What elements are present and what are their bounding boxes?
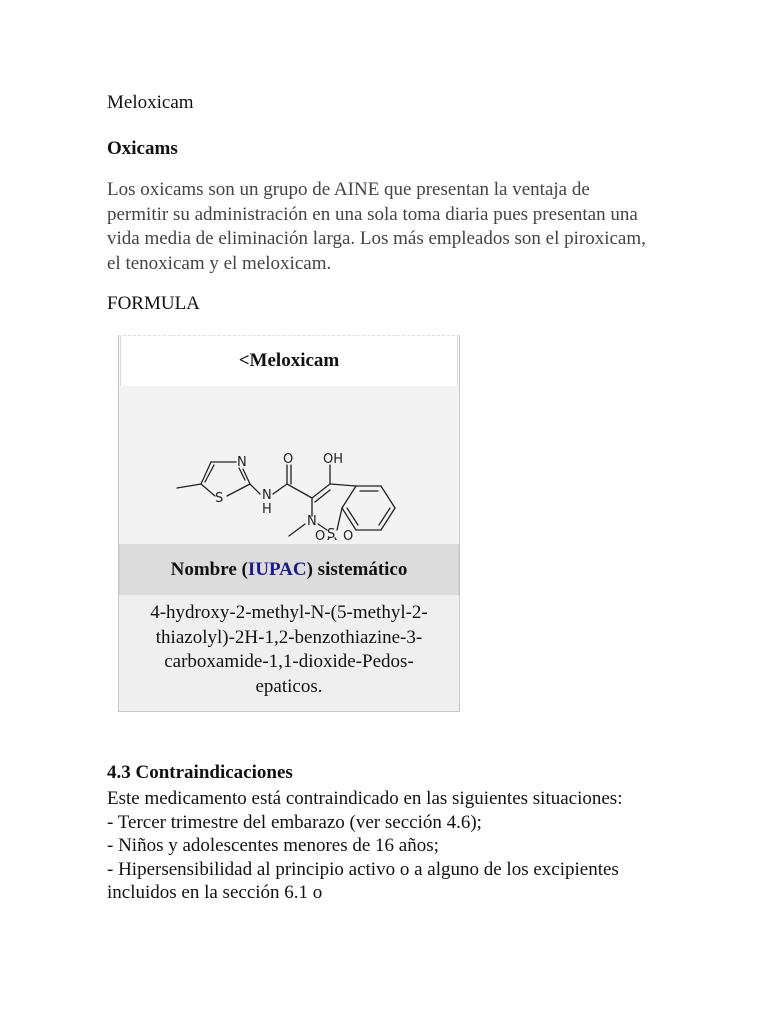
list-item: - Tercer trimestre del embarazo (ver sección 4.6); bbox=[107, 811, 482, 833]
infobox-title: <Meloxicam bbox=[120, 336, 458, 386]
atom-label: N bbox=[307, 514, 317, 529]
atom-label: O bbox=[343, 529, 354, 540]
atom-label: OH bbox=[323, 452, 344, 467]
iupac-link[interactable]: IUPAC bbox=[247, 559, 307, 580]
bond bbox=[273, 484, 287, 494]
bond bbox=[289, 524, 305, 536]
atom-label: O bbox=[315, 529, 326, 540]
bond bbox=[379, 508, 390, 525]
bond bbox=[227, 484, 250, 496]
structure-cell bbox=[119, 386, 459, 545]
bond bbox=[312, 484, 330, 498]
drug-infobox bbox=[118, 335, 460, 712]
bond bbox=[250, 484, 260, 494]
bond bbox=[381, 486, 395, 508]
document-title: Meloxicam bbox=[107, 92, 194, 113]
iupac-header-prefix: Nombre ( bbox=[170, 559, 248, 580]
contraindications-heading: 4.3 Contraindicaciones bbox=[107, 762, 293, 783]
list-item: Este medicamento está contraindicado en las siguientes situaciones: bbox=[107, 788, 623, 809]
atom-label: S bbox=[215, 491, 224, 506]
iupac-systematic-name: 4-hydroxy-2-methyl-N-(5-methyl-2-thiazolyl)-2H-1,2-benzothiazine-3-carboxamide-1,1-dioxide-Pedos-epaticos. bbox=[119, 595, 459, 711]
atom-label: H bbox=[262, 502, 272, 517]
list-item: - Hipersensibilidad al principio activo o a alguno de los excipientes incluidos en la sección 6.1 o bbox=[107, 858, 619, 903]
atom-label: S bbox=[327, 527, 336, 540]
bond bbox=[342, 486, 356, 508]
contraindications-list bbox=[107, 787, 667, 905]
atom-label: O bbox=[283, 452, 294, 467]
bond bbox=[287, 484, 312, 498]
bond bbox=[347, 508, 358, 525]
bond bbox=[201, 484, 215, 496]
bond bbox=[243, 469, 250, 484]
bond bbox=[330, 484, 356, 486]
list-item: - Niños y adolescentes menores de 16 años; bbox=[107, 835, 439, 856]
intro-paragraph: Los oxicams son un grupo de AINE que presentan la ventaja de permitir su administración en una sola toma diaria pues presentan una vida media de eliminación larga. Los más empleados son el piroxicam, el tenoxicam y el meloxicam. bbox=[107, 179, 646, 274]
section-heading: Oxicams bbox=[107, 138, 178, 159]
bond bbox=[315, 490, 330, 502]
iupac-header-suffix: ) sistemático bbox=[306, 559, 408, 580]
bond bbox=[337, 508, 342, 530]
bond bbox=[335, 538, 342, 540]
atom-label: N bbox=[237, 455, 247, 470]
iupac-header bbox=[119, 545, 459, 595]
meloxicam-structure-diagram bbox=[119, 390, 459, 540]
formula-label: FORMULA bbox=[107, 293, 200, 314]
bond bbox=[177, 484, 201, 488]
atom-label: N bbox=[262, 488, 272, 503]
